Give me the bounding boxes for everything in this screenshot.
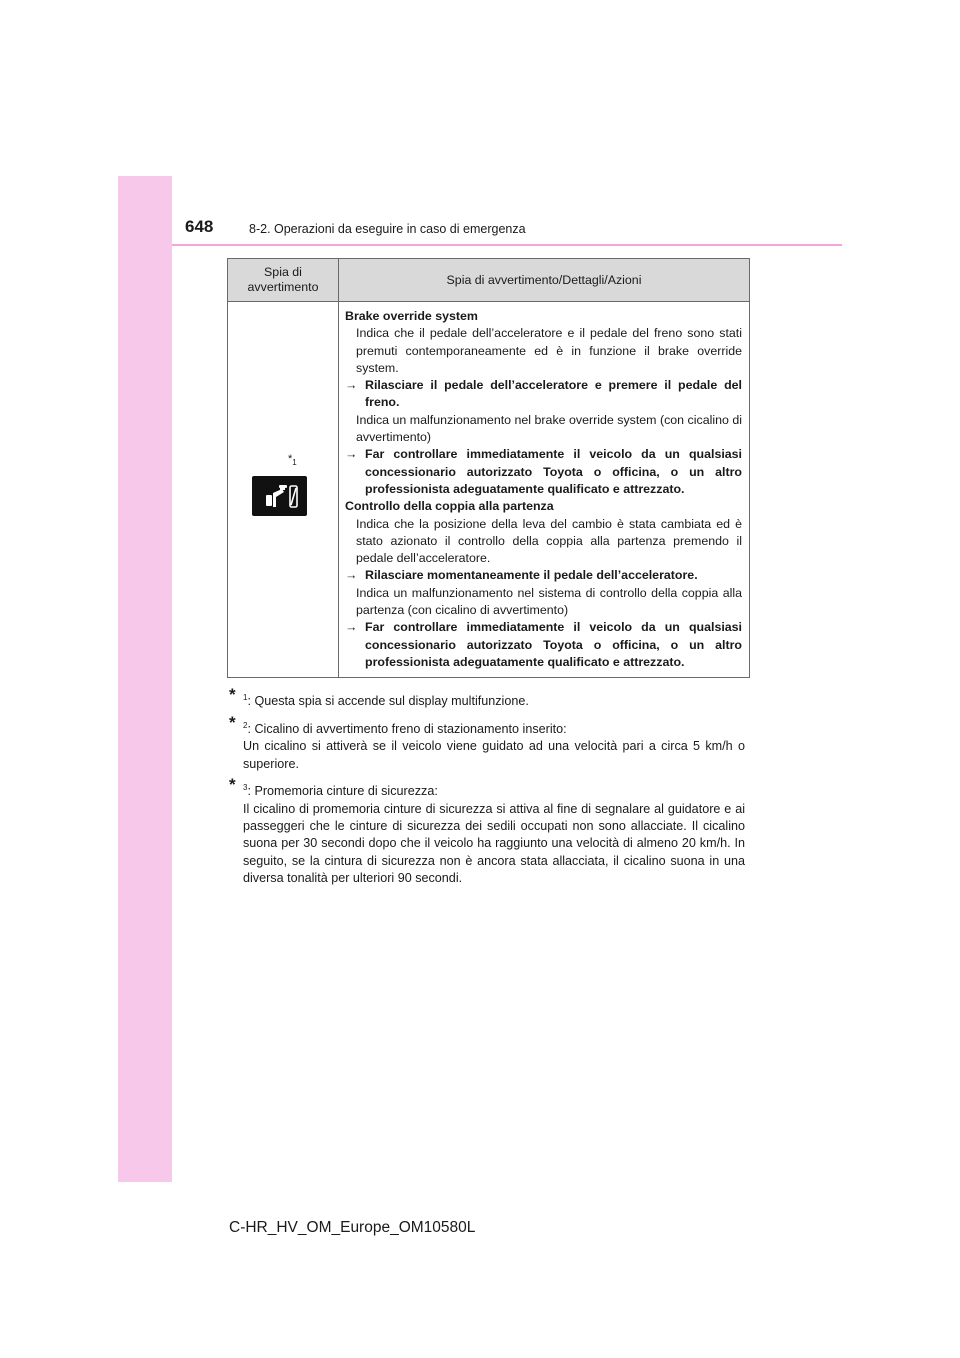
entry-title: Controllo della coppia alla partenza xyxy=(345,499,554,514)
arrow-icon: → xyxy=(345,568,358,583)
entry-description: Indica un malfunzionamento nel sistema di controllo della coppia alla partenza (con cicalino di avvertimento) xyxy=(356,585,742,618)
entry-action: → Far controllare immediatamente il veicolo da un qualsiasi concessionario autorizzato Toyota o officina, o un altro professionista adeguatamente qualificato e attrezzato. xyxy=(345,447,742,496)
column-header-light: Spia di avvertimento xyxy=(228,259,339,302)
brake-override-warning-icon xyxy=(252,476,307,516)
footnote-2: * $^2$: Cicalino di avvertimento freno di stazionamento inserito: Un cicalino si attiverà se il veicolo viene guidato ad una velocità pari a circa 5 km/h o superiore. xyxy=(229,712,745,771)
arrow-icon: → xyxy=(345,447,358,462)
entry-action: → Rilasciare il pedale dell’acceleratore e premere il pedale del freno. xyxy=(345,378,742,410)
page-number: 648 xyxy=(185,217,214,236)
entry-action: → Far controllare immediatamente il veicolo da un qualsiasi concessionario autorizzato Toyota o officina, o un altro professionista adeguatamente qualificato e attrezzato. xyxy=(345,620,742,669)
document-code: C-HR_HV_OM_Europe_OM10580L xyxy=(229,1219,476,1236)
entry-description: Indica che la posizione della leva del cambio è stata cambiata ed è stato azionato il controllo della coppia alla partenza premendo il pedale dell’acceleratore. xyxy=(356,516,742,566)
footnote-asterisk: * xyxy=(229,775,236,794)
footnote-1: * $^1$: Questa spia si accende sul display multifunzione. xyxy=(229,685,529,709)
entry-description: Indica che il pedale dell’acceleratore e il pedale del freno sono stati premuti contemporaneamente ed è in funzione il brake override system. xyxy=(356,326,742,375)
table-row xyxy=(228,302,750,678)
footnote-asterisk: * xyxy=(229,712,236,732)
warning-table xyxy=(227,258,750,678)
section-title: 8-2. Operazioni da eseguire in caso di emergenza xyxy=(249,222,526,236)
entry-title: Brake override system xyxy=(345,309,478,323)
column-header-details: Spia di avvertimento/Dettagli/Azioni xyxy=(339,259,750,302)
header-rule xyxy=(172,244,842,246)
footnotes xyxy=(229,685,745,894)
arrow-icon: → xyxy=(345,378,358,393)
side-band xyxy=(118,176,172,1182)
footnote-asterisk: * xyxy=(229,685,236,704)
icon-cell xyxy=(228,302,339,678)
icon-note: $*_1$ xyxy=(288,453,297,468)
arrow-icon: → xyxy=(345,620,358,635)
footnote-3: * $^3$: Promemoria cinture di sicurezza: Il cicalino di promemoria cinture di sicurezza si attiva al fine di segnalare al guidatore e ai passeggeri che le cinture di sicurezza dei sedili occupati non sono allacciate. Il cicalino suona per 30 secondi dopo che il veicolo ha raggiunto una velocità di almeno 20 km/h. In seguito, se la cintura di sicurezza non è ancora stata allacciata, il cicalino suona in una diversa tonalità per ulteriori 90 secondi. xyxy=(229,775,745,886)
details-cell xyxy=(339,302,750,678)
entry-action: → Rilasciare momentaneamente il pedale dell’acceleratore. xyxy=(345,567,742,584)
table-header-row xyxy=(228,259,750,302)
entry-description: Indica un malfunzionamento nel brake override system (con cicalino di avvertimento) xyxy=(356,412,742,445)
